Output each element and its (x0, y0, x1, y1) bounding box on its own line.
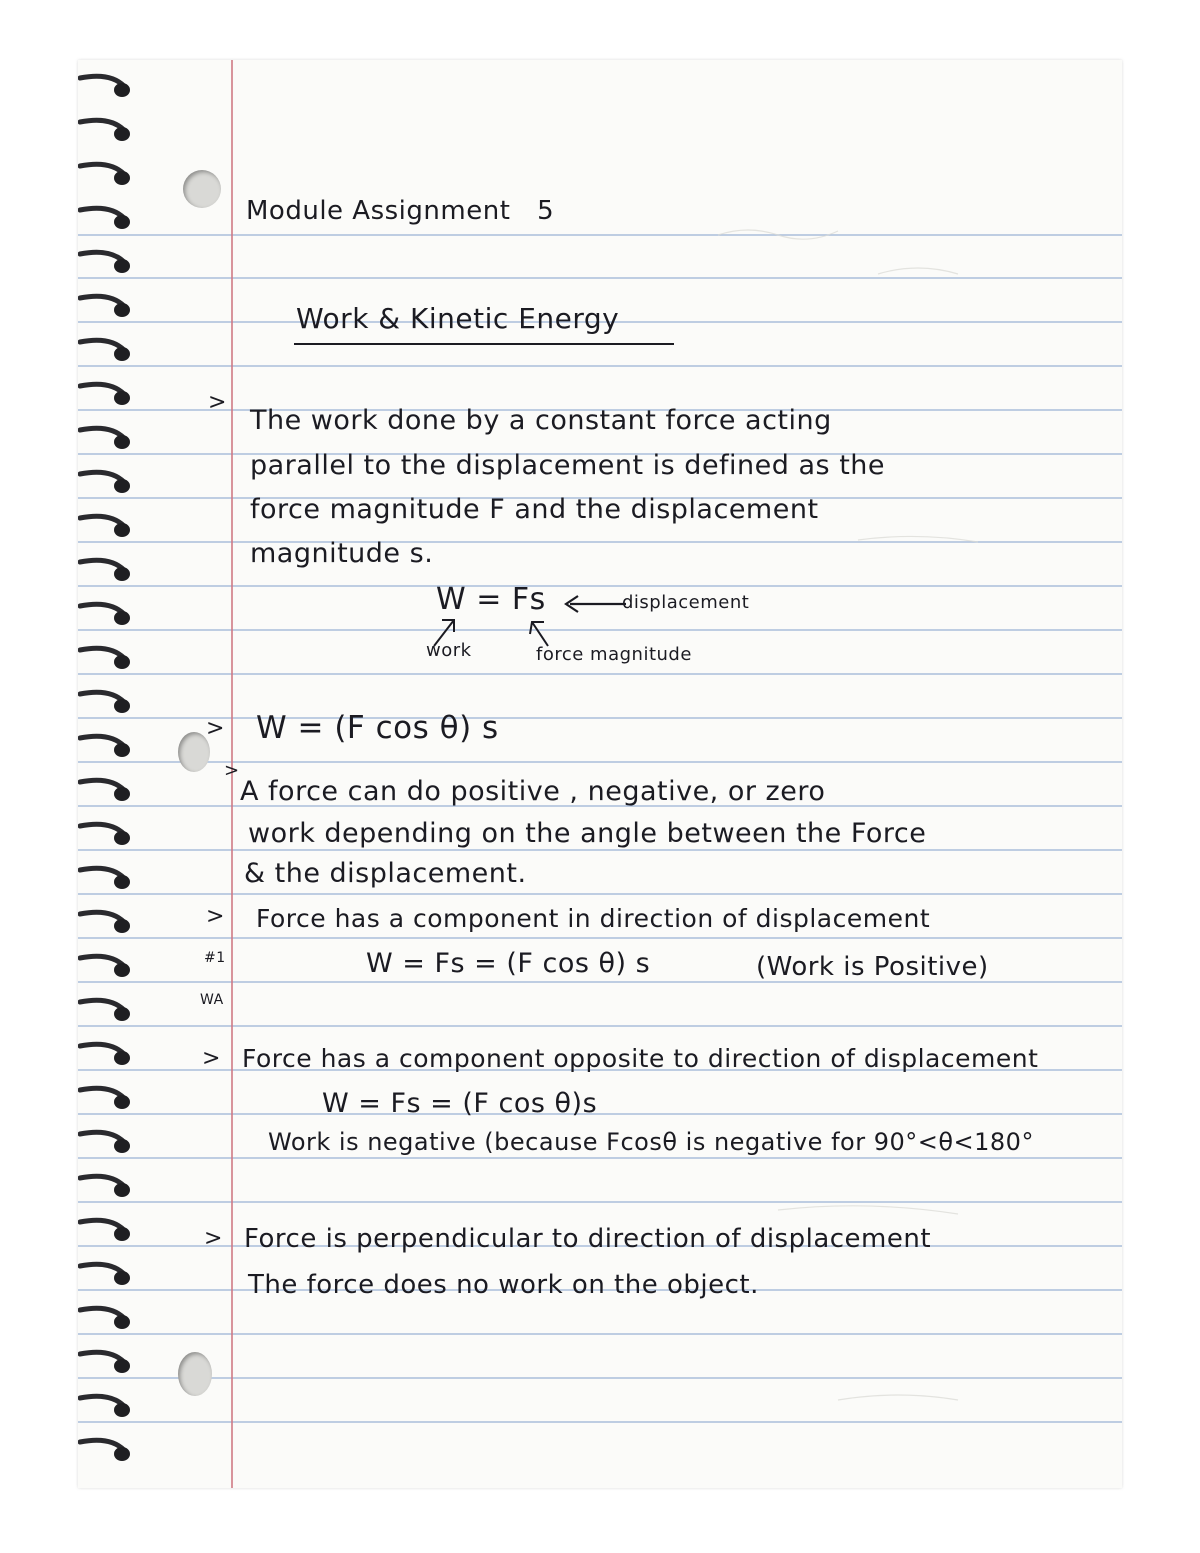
case-negative-formula: W = Fs = (F cos θ)s (322, 1088, 598, 1119)
bullet-case-zero: > (204, 1226, 223, 1251)
spiral-binding (78, 60, 138, 1488)
arrow-to-displacement (560, 592, 630, 616)
definition-line-4: magnitude s. (250, 538, 434, 569)
definition-line-1: The work done by a constant force acting (250, 405, 832, 436)
bullet-case-positive: > (206, 904, 225, 929)
definition-line-3: force magnitude F and the displacement (250, 494, 819, 525)
module-number: 5 (537, 196, 555, 226)
binder-hole-top (183, 170, 221, 208)
case-positive-line: Force has a component in direction of displacement (256, 904, 931, 933)
bullet-case-negative: > (202, 1046, 221, 1071)
module-title (246, 196, 554, 226)
bullet-sign-note: > (224, 760, 240, 781)
equation-basic: W = Fs (436, 582, 546, 617)
sign-note-line-3: & the displacement. (244, 858, 527, 889)
bullet-definition: > (208, 390, 227, 415)
margin-note-1: #1 (204, 950, 226, 966)
case-zero-line-2: The force does no work on the object. (248, 1270, 759, 1300)
definition-line-2: parallel to the displacement is defined as the (250, 450, 886, 481)
case-zero-line-1: Force is perpendicular to direction of displacement (244, 1224, 932, 1254)
case-positive-result: (Work is Positive) (756, 952, 989, 982)
topic-underline (294, 343, 674, 345)
topic-heading: Work & Kinetic Energy (296, 302, 620, 335)
sign-note-line-1: A force can do positive , negative, or zero (240, 776, 826, 807)
label-force-magnitude: force magnitude (536, 644, 692, 665)
margin-note-2: WA (200, 992, 224, 1008)
label-work: work (426, 640, 472, 661)
sign-note-line-2: work depending on the angle between the Force (248, 818, 927, 849)
case-negative-result: Work is negative (because Fcosθ is negative for 90°<θ<180° (268, 1128, 1034, 1156)
binder-hole-bottom (178, 1352, 212, 1396)
label-displacement: displacement (622, 592, 750, 613)
bullet-angle-equation: > (206, 716, 225, 741)
module-label: Module Assignment (246, 196, 511, 226)
equation-angle: W = (F cos θ) s (256, 710, 499, 746)
case-positive-formula: W = Fs = (F cos θ) s (366, 948, 651, 979)
case-negative-line: Force has a component opposite to direction of displacement (242, 1044, 1039, 1073)
